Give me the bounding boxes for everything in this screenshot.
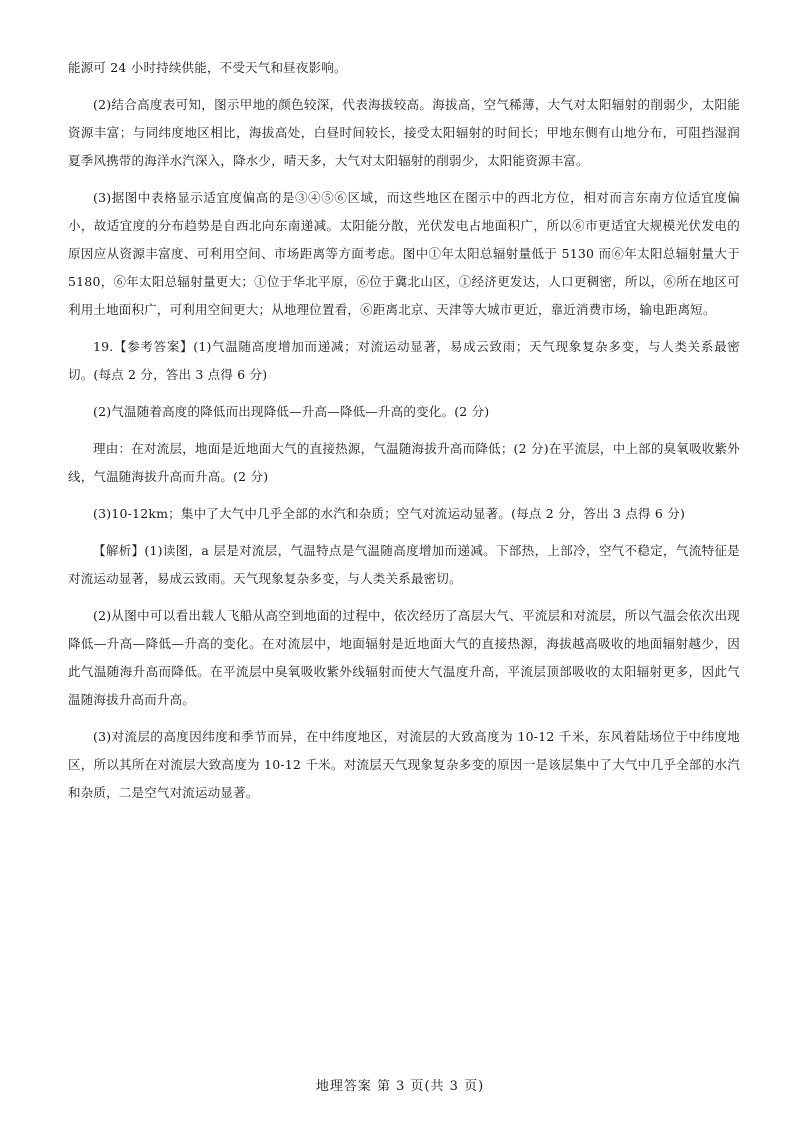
paragraph-19-analysis-3: (3)对流层的高度因纬度和季节而异，在中纬度地区，对流层的大致高度为 10-12 千米，东风着陆场位于中纬度地区，所以其所在对流层大致高度为 10-12 千米。对流层天气现象复杂多变的原因一是该层集中了大气中几乎全部的水汽和杂质，二是空气对流运动显著。 xyxy=(68,729,740,800)
paragraph-18-part-3: (3)据图中表格显示适宜度偏高的是③④⑤⑥区域，而这些地区在图示中的西北方位，相对而言东南方位适宜度偏小，故适宜度的分布趋势是自西北向东南递减。太阳能分散，光伏发电占地面积广，所以⑥市更适宜大规模光伏发电的原因应从资源丰富度、可利用空间、市场距离等方面考虑。图中①年太阳总辐射量低于 5130 而⑥年太阳总辐射量大于 5180，⑥年太阳总辐射量更大；①位于华北平原，⑥位于冀北山区，①经济更发达，人口更稠密，所以，⑥所在地区可利用土地面积广，可利用空间更大；从地理位置看，⑥距离北京、天津等大城市更近，靠近消费市场，输电距离短。 xyxy=(68,190,740,317)
paragraph-19-analysis-2: (2)从图中可以看出载人飞船从高空到地面的过程中，依次经历了高层大气、平流层和对流层，所以气温会依次出现降低—升高—降低—升高的变化。在对流层中，地面辐射是近地面大气的直接热源，海拔越高吸收的地面辐射越少，因此气温随海升高而降低。在平流层中臭氧吸收紫外线辐射而使大气温度升高，平流层顶部吸收的太阳辐射更多，因此气温随海拔升高而升高。 xyxy=(68,608,740,707)
paragraph-19-reason: 理由：在对流层，地面是近地面大气的直接热源，气温随海拔升高而降低；(2 分)在平流层，中上部的臭氧吸收紫外线，气温随海拔升高而升高。(2 分) xyxy=(68,441,740,484)
paragraph-19-answer-2: (2)气温随着高度的降低而出现降低—升高—降低—升高的变化。(2 分) xyxy=(93,404,490,419)
page-footer: 地理答案 第 3 页(共 3 页) xyxy=(315,1079,485,1094)
paragraph-solar-continuation: 能源可 24 小时持续供能，不受天气和昼夜影响。 xyxy=(68,60,347,75)
paragraph-19-answer-1: 19.【参考答案】(1)气温随高度增加而递减；对流运动显著，易成云致雨；天气现象复杂多变，与人类关系最密切。(每点 2 分，答出 3 点得 6 分) xyxy=(68,339,740,382)
paragraph-19-analysis-1: 【解析】(1)读图，a 层是对流层，气温特点是气温随高度增加而递减。下部热，上部冷，空气不稳定，气流特征是对流运动显著，易成云致雨。天气现象复杂多变，与人类关系最密切。 xyxy=(68,543,740,586)
answer-document xyxy=(68,54,740,816)
paragraph-18-part-2: (2)结合高度表可知，图示甲地的颜色较深，代表海拔较高。海拔高，空气稀薄，大气对太阳辐射的削弱少，太阳能资源丰富；与同纬度地区相比，海拔高处，白昼时间较长，接受太阳辐射的时间长；甲地东侧有山地分布，可阻挡湿润夏季风携带的海洋水汽深入，降水少，晴天多，大气对太阳辐射的削弱少，太阳能资源丰富。 xyxy=(68,97,740,168)
paragraph-19-answer-3: (3)10-12km；集中了大气中几乎全部的水汽和杂质；空气对流运动显著。(每点 2 分，答出 3 点得 6 分) xyxy=(93,506,686,521)
